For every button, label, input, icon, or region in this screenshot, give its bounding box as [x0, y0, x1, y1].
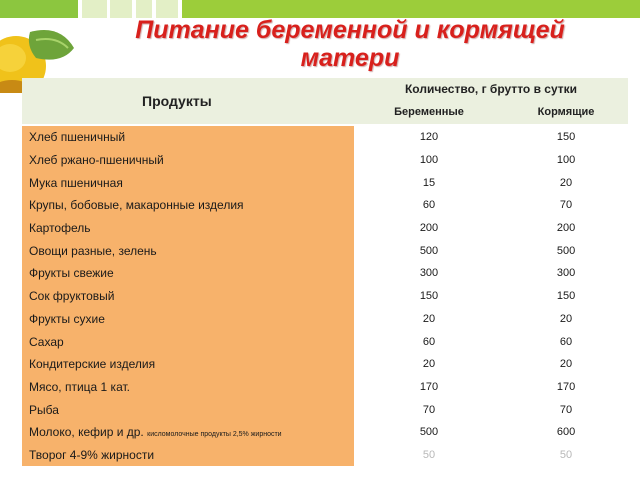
- pregnant-value: 20: [354, 353, 504, 376]
- pregnant-value: 60: [354, 330, 504, 353]
- table-row: [22, 421, 628, 444]
- nursing-value: 20: [504, 353, 628, 376]
- product-name: Молоко, кефир и др. кисломолочные продукты 2,5% жирности: [22, 421, 354, 444]
- nutrition-table-wrapper: [22, 78, 628, 466]
- table-row: [22, 353, 628, 376]
- table-row: [22, 239, 628, 262]
- pregnant-value: 100: [354, 149, 504, 172]
- table-row: [22, 285, 628, 308]
- nursing-value: 150: [504, 125, 628, 149]
- pregnant-value: 120: [354, 125, 504, 149]
- nutrition-table: [22, 78, 628, 466]
- pregnant-value: 500: [354, 421, 504, 444]
- nursing-value: 20: [504, 308, 628, 331]
- pregnant-value: 170: [354, 376, 504, 399]
- product-name: Творог 4-9% жирности: [22, 444, 354, 467]
- nursing-value: 70: [504, 398, 628, 421]
- product-name: Крупы, бобовые, макаронные изделия: [22, 194, 354, 217]
- nursing-value: 500: [504, 239, 628, 262]
- table-row: [22, 194, 628, 217]
- product-name: Картофель: [22, 217, 354, 240]
- header-products: Продукты: [22, 78, 354, 125]
- product-name: Мясо, птица 1 кат.: [22, 376, 354, 399]
- product-name: Мука пшеничная: [22, 171, 354, 194]
- table-body: [22, 125, 628, 466]
- pregnant-value: 60: [354, 194, 504, 217]
- product-name: Овощи разные, зелень: [22, 239, 354, 262]
- product-name: Фрукты сухие: [22, 308, 354, 331]
- nursing-value: 170: [504, 376, 628, 399]
- nursing-value: 60: [504, 330, 628, 353]
- header-pregnant: Беременные: [354, 100, 504, 125]
- pregnant-value: 20: [354, 308, 504, 331]
- table-row: [22, 398, 628, 421]
- product-note: кисломолочные продукты 2,5% жирности: [147, 431, 282, 439]
- nursing-value: 70: [504, 194, 628, 217]
- table-row: [22, 262, 628, 285]
- header-nursing: Кормящие: [504, 100, 628, 125]
- nursing-value: 200: [504, 217, 628, 240]
- product-name: Кондитерские изделия: [22, 353, 354, 376]
- pregnant-value: 70: [354, 398, 504, 421]
- table-row: [22, 330, 628, 353]
- table-row: [22, 171, 628, 194]
- pregnant-value: 15: [354, 171, 504, 194]
- table-row: [22, 217, 628, 240]
- nursing-value: 300: [504, 262, 628, 285]
- pregnant-value: 150: [354, 285, 504, 308]
- nursing-value: 20: [504, 171, 628, 194]
- nursing-value: 600: [504, 421, 628, 444]
- product-name: Фрукты свежие: [22, 262, 354, 285]
- page-title: Питание беременной и кормящей матери: [135, 16, 565, 72]
- product-name: Хлеб ржано-пшеничный: [22, 149, 354, 172]
- nursing-value: 150: [504, 285, 628, 308]
- product-name: Хлеб пшеничный: [22, 125, 354, 149]
- product-name: Сахар: [22, 330, 354, 353]
- pregnant-value: 500: [354, 239, 504, 262]
- pregnant-value: 300: [354, 262, 504, 285]
- nursing-value: 50: [504, 444, 628, 467]
- pregnant-value: 50: [354, 444, 504, 467]
- product-name: Сок фруктовый: [22, 285, 354, 308]
- table-row: [22, 444, 628, 467]
- table-row: [22, 149, 628, 172]
- table-row: [22, 125, 628, 149]
- product-name: Рыба: [22, 398, 354, 421]
- pregnant-value: 200: [354, 217, 504, 240]
- nursing-value: 100: [504, 149, 628, 172]
- table-row: [22, 308, 628, 331]
- header-quantity: Количество, г брутто в сутки: [354, 78, 628, 100]
- table-row: [22, 376, 628, 399]
